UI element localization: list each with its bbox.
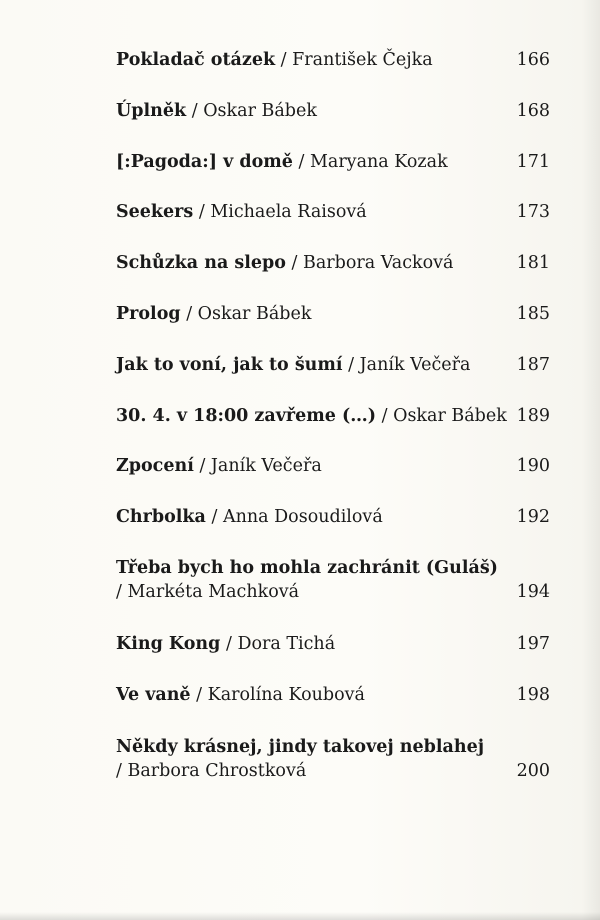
toc-entry-line [116,735,550,759]
toc-entry [116,735,550,783]
entry-title: Chrbolka [116,507,206,527]
toc-entry [116,200,550,224]
entry-title: Někdy krásnej, jindy takovej neblahej [116,737,485,757]
entry-title: [:Pagoda:] v domě [116,152,293,172]
entry-page-number: 166 [516,50,550,70]
entry-separator: / [225,634,232,654]
toc-entry-line [116,632,550,656]
toc-entry-text [116,150,448,174]
toc-entry [116,404,550,428]
toc-entry-text [116,505,383,529]
toc-entry-line [116,251,550,275]
toc-entry-line [116,759,550,783]
toc-entry-text [116,632,335,656]
entry-author: Barbora Vacková [303,253,454,273]
entry-separator: / [191,101,198,121]
toc-entry-text [116,404,507,428]
toc-entry-text [116,99,317,123]
entry-author: Janík Večeřa [210,456,322,476]
entry-separator: / [116,582,122,602]
toc-entry-text [116,48,433,72]
entry-page-number: 173 [516,202,550,222]
toc-entry-text [116,353,470,377]
entry-page-number: 181 [516,253,550,273]
toc-entry-text [116,454,322,478]
entry-title: Jak to voní, jak to šumí [116,355,343,375]
entry-page-number: 198 [516,685,550,705]
entry-separator: / [298,152,305,172]
entry-page-number: 185 [516,304,550,324]
entry-author: Karolína Koubová [207,685,365,705]
toc-entry [116,556,550,604]
entry-author: Janík Večeřa [359,355,471,375]
entry-title: Třeba bych ho mohla zachránit (Guláš) [116,558,498,578]
toc-entry-line [116,505,550,529]
toc-entry [116,505,550,529]
entry-page-number: 171 [516,152,550,172]
entry-page-number: 192 [516,507,550,527]
toc-entry [116,150,550,174]
entry-page-number: 187 [516,355,550,375]
toc-entry-text [116,251,454,275]
entry-separator: / [196,685,203,705]
entry-author: Oskar Bábek [203,101,317,121]
entry-separator: / [381,406,388,426]
entry-title: Prolog [116,304,181,324]
toc-entry [116,302,550,326]
entry-separator: / [211,507,218,527]
toc-entry-text [116,683,365,707]
toc-entry-text [116,302,311,326]
entry-separator: / [291,253,298,273]
toc-entry-line [116,48,550,72]
toc-entry-line [116,454,550,478]
toc-entry [116,353,550,377]
entry-title: Zpocení [116,456,194,476]
entry-author: Oskar Bábek [393,406,507,426]
toc-entry-line [116,683,550,707]
entry-author: Barbora Chrostková [127,761,307,781]
entry-author: František Čejka [292,50,433,70]
entry-page-number: 197 [516,634,550,654]
entry-separator: / [280,50,287,70]
entry-page-number: 194 [516,582,550,602]
entry-title: 30. 4. v 18:00 zavřeme (…) [116,406,377,426]
entry-author: Anna Dosoudilová [222,507,383,527]
entry-separator: / [348,355,355,375]
entry-page-number: 168 [516,101,550,121]
entry-separator: / [116,761,122,781]
entry-separator: / [186,304,193,324]
entry-title: Úplněk [116,101,187,121]
entry-separator: / [199,456,206,476]
toc-entry [116,683,550,707]
toc-entry [116,251,550,275]
toc-entry-line [116,404,550,428]
toc-entry-text [116,580,299,604]
entry-page-number: 200 [516,761,550,781]
entry-author: Dora Tichá [237,634,336,654]
toc-entry-line [116,150,550,174]
toc-entry-text [116,200,367,224]
entry-author: Maryana Kozak [309,152,448,172]
entry-page-number: 190 [516,456,550,476]
toc-entry [116,632,550,656]
entry-title: Seekers [116,202,194,222]
entry-title: Ve vaně [116,685,191,705]
entry-author: Markéta Machková [127,582,300,602]
entry-title: King Kong [116,634,221,654]
toc-entry [116,454,550,478]
entry-title: Schůzka na slepo [116,253,286,273]
toc-entry-line [116,99,550,123]
entry-author: Oskar Bábek [197,304,312,324]
toc-entry-text [116,759,306,783]
toc-entry [116,48,550,72]
toc-entry-line [116,200,550,224]
page-bottom-shadow [0,912,600,920]
toc-entry-line [116,302,550,326]
toc-entry-line [116,580,550,604]
entry-separator: / [198,202,205,222]
entry-page-number: 189 [516,406,550,426]
toc-entry [116,99,550,123]
toc-entry-line [116,353,550,377]
entry-title: Pokladač otázek [116,50,276,70]
toc-entry-line [116,556,550,580]
entry-author: Michaela Raisová [210,202,367,222]
